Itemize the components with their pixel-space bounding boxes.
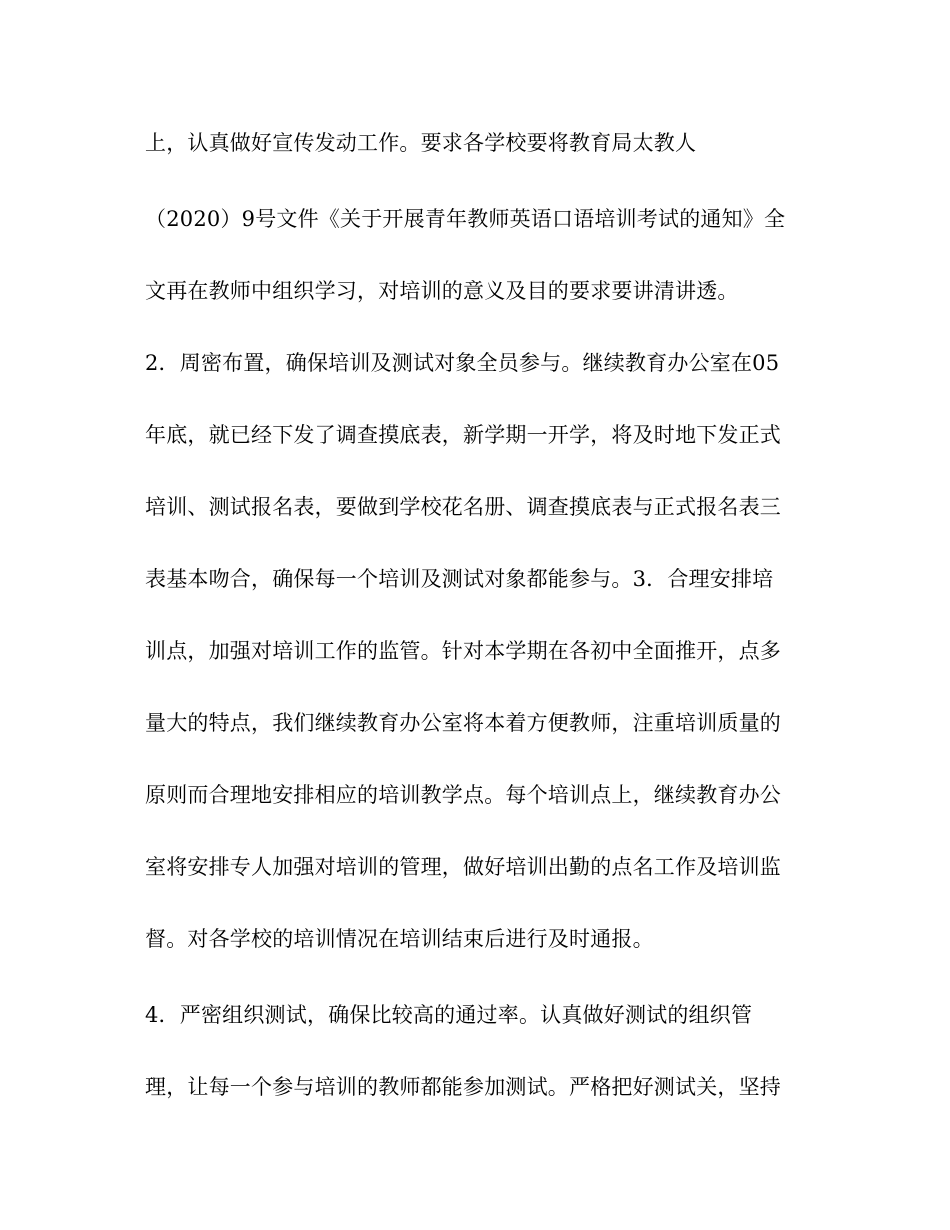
text-line: 理，让每一个参与培训的教师都能参加测试。严格把好测试关，坚持	[145, 1075, 781, 1099]
text-line: 文再在教师中组织学习，对培训的意义及目的要求要讲清讲透。	[145, 279, 739, 303]
text-line: 督。对各学校的培训情况在培训结束后进行及时通报。	[145, 927, 654, 951]
text-line: （2020）9号文件《关于开展青年教师英语口语培训考试的通知》全	[145, 207, 786, 231]
text-line: 年底，就已经下发了调查摸底表，新学期一开学，将及时地下发正式	[145, 423, 781, 447]
text-line: 2．周密布置，确保培训及测试对象全员参与。继续教育办公室在05	[145, 351, 780, 375]
text-line: 训点，加强对培训工作的监管。针对本学期在各初中全面推开，点多	[145, 639, 781, 663]
text-line: 培训、测试报名表，要做到学校花名册、调查摸底表与正式报名表三	[145, 495, 781, 519]
text-line: 原则而合理地安排相应的培训教学点。每个培训点上，继续教育办公	[145, 783, 781, 807]
text-line: 4．严密组织测试，确保比较高的通过率。认真做好测试的组织管	[145, 1003, 753, 1027]
text-line: 量大的特点，我们继续教育办公室将本着方便教师，注重培训质量的	[145, 711, 781, 735]
text-line: 表基本吻合，确保每一个培训及测试对象都能参与。3．合理安排培	[145, 567, 774, 591]
text-line: 室将安排专人加强对培训的管理，做好培训出勤的点名工作及培训监	[145, 855, 781, 879]
text-line: 上，认真做好宣传发动工作。要求各学校要将教育局太教人	[145, 131, 697, 155]
